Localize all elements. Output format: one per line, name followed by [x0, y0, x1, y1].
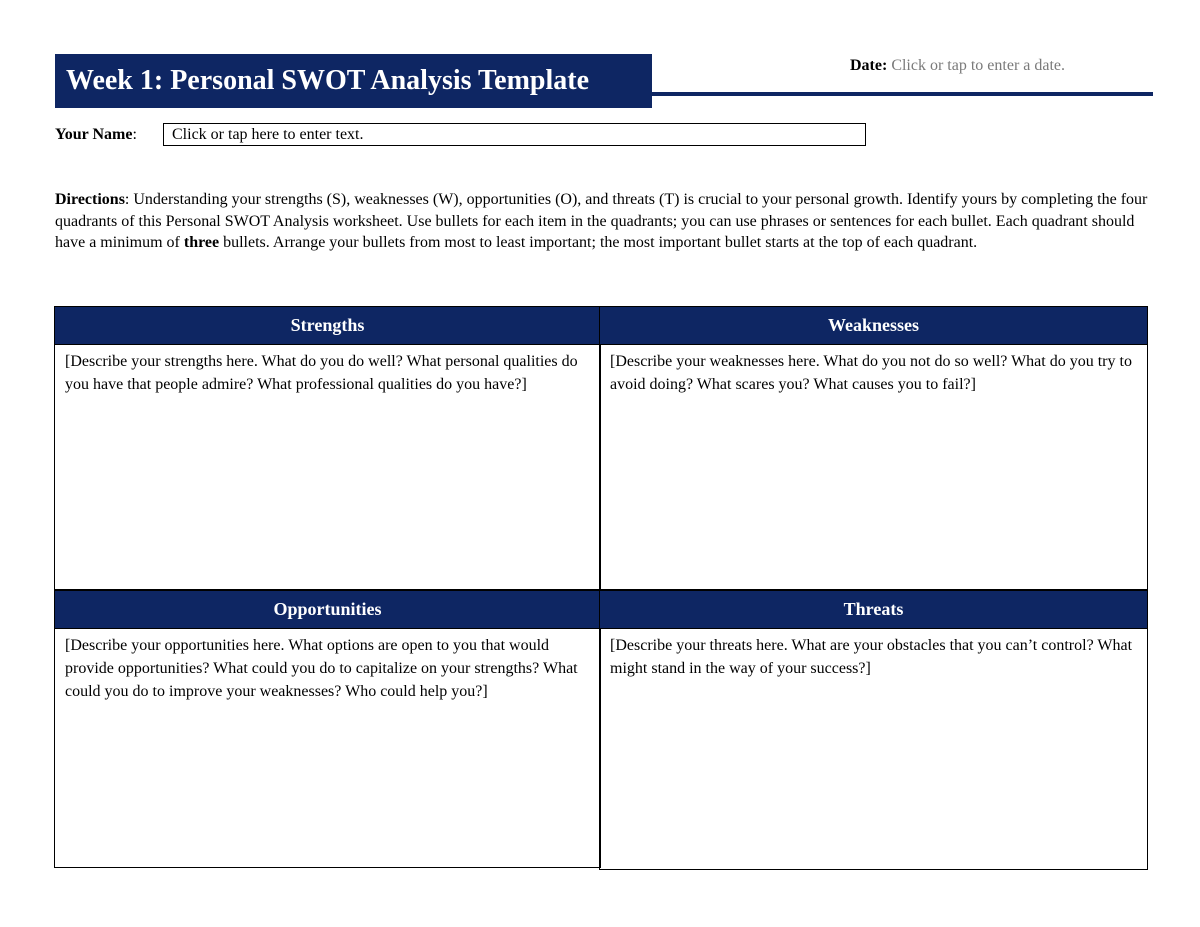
opportunities-input[interactable]: [Describe your opportunities here. What options are open to you that would provide opportunities? What could you do to capitalize on your strengths? What could you do to improve your weaknesses? Who could help you?] [55, 628, 600, 703]
date-input[interactable]: Click or tap to enter a date. [891, 57, 1066, 74]
directions-emphasis: three [183, 234, 220, 251]
weaknesses-heading: Weaknesses [600, 307, 1147, 344]
directions-text-2: bullets. Arrange your bullets from most to least important; the most important bullet starts at the top of each quadrant. [219, 234, 978, 251]
name-field-row [55, 126, 137, 144]
title-divider [652, 92, 1153, 96]
directions-label: Directions [55, 191, 125, 208]
opportunities-heading: Opportunities [55, 591, 600, 628]
strengths-heading: Strengths [55, 307, 600, 344]
page-title: Week 1: Personal SWOT Analysis Template [55, 54, 652, 108]
date-field-row [850, 57, 1065, 75]
weaknesses-quadrant [599, 306, 1148, 590]
name-input[interactable]: Click or tap here to enter text. [163, 123, 866, 146]
threats-quadrant [599, 590, 1148, 870]
directions-paragraph [55, 189, 1155, 254]
name-label: Your Name [55, 126, 133, 143]
threats-input[interactable]: [Describe your threats here. What are your obstacles that you can’t control? What might stand in the way of your success?] [600, 628, 1147, 680]
opportunities-quadrant [54, 590, 601, 868]
name-label-colon: : [132, 126, 137, 143]
threats-heading: Threats [600, 591, 1147, 628]
strengths-quadrant [54, 306, 601, 590]
strengths-input[interactable]: [Describe your strengths here. What do you do well? What personal qualities do you have that people admire? What professional qualities do you have?] [55, 344, 600, 396]
date-label: Date: [850, 57, 888, 74]
directions-text-1: : Understanding your strengths (S), weaknesses (W), opportunities (O), and threats (T) is crucial to your personal growth. Identify yours by completing the four quadrants of this Personal SWOT Analysis worksheet. Use bullets for each item in the quadrants; you can use phrases or sentences for each bullet. Each quadrant should have a minimum of [55, 191, 1148, 251]
weaknesses-input[interactable]: [Describe your weaknesses here. What do you not do so well? What do you try to avoid doing? What scares you? What causes you to fail?] [600, 344, 1147, 396]
